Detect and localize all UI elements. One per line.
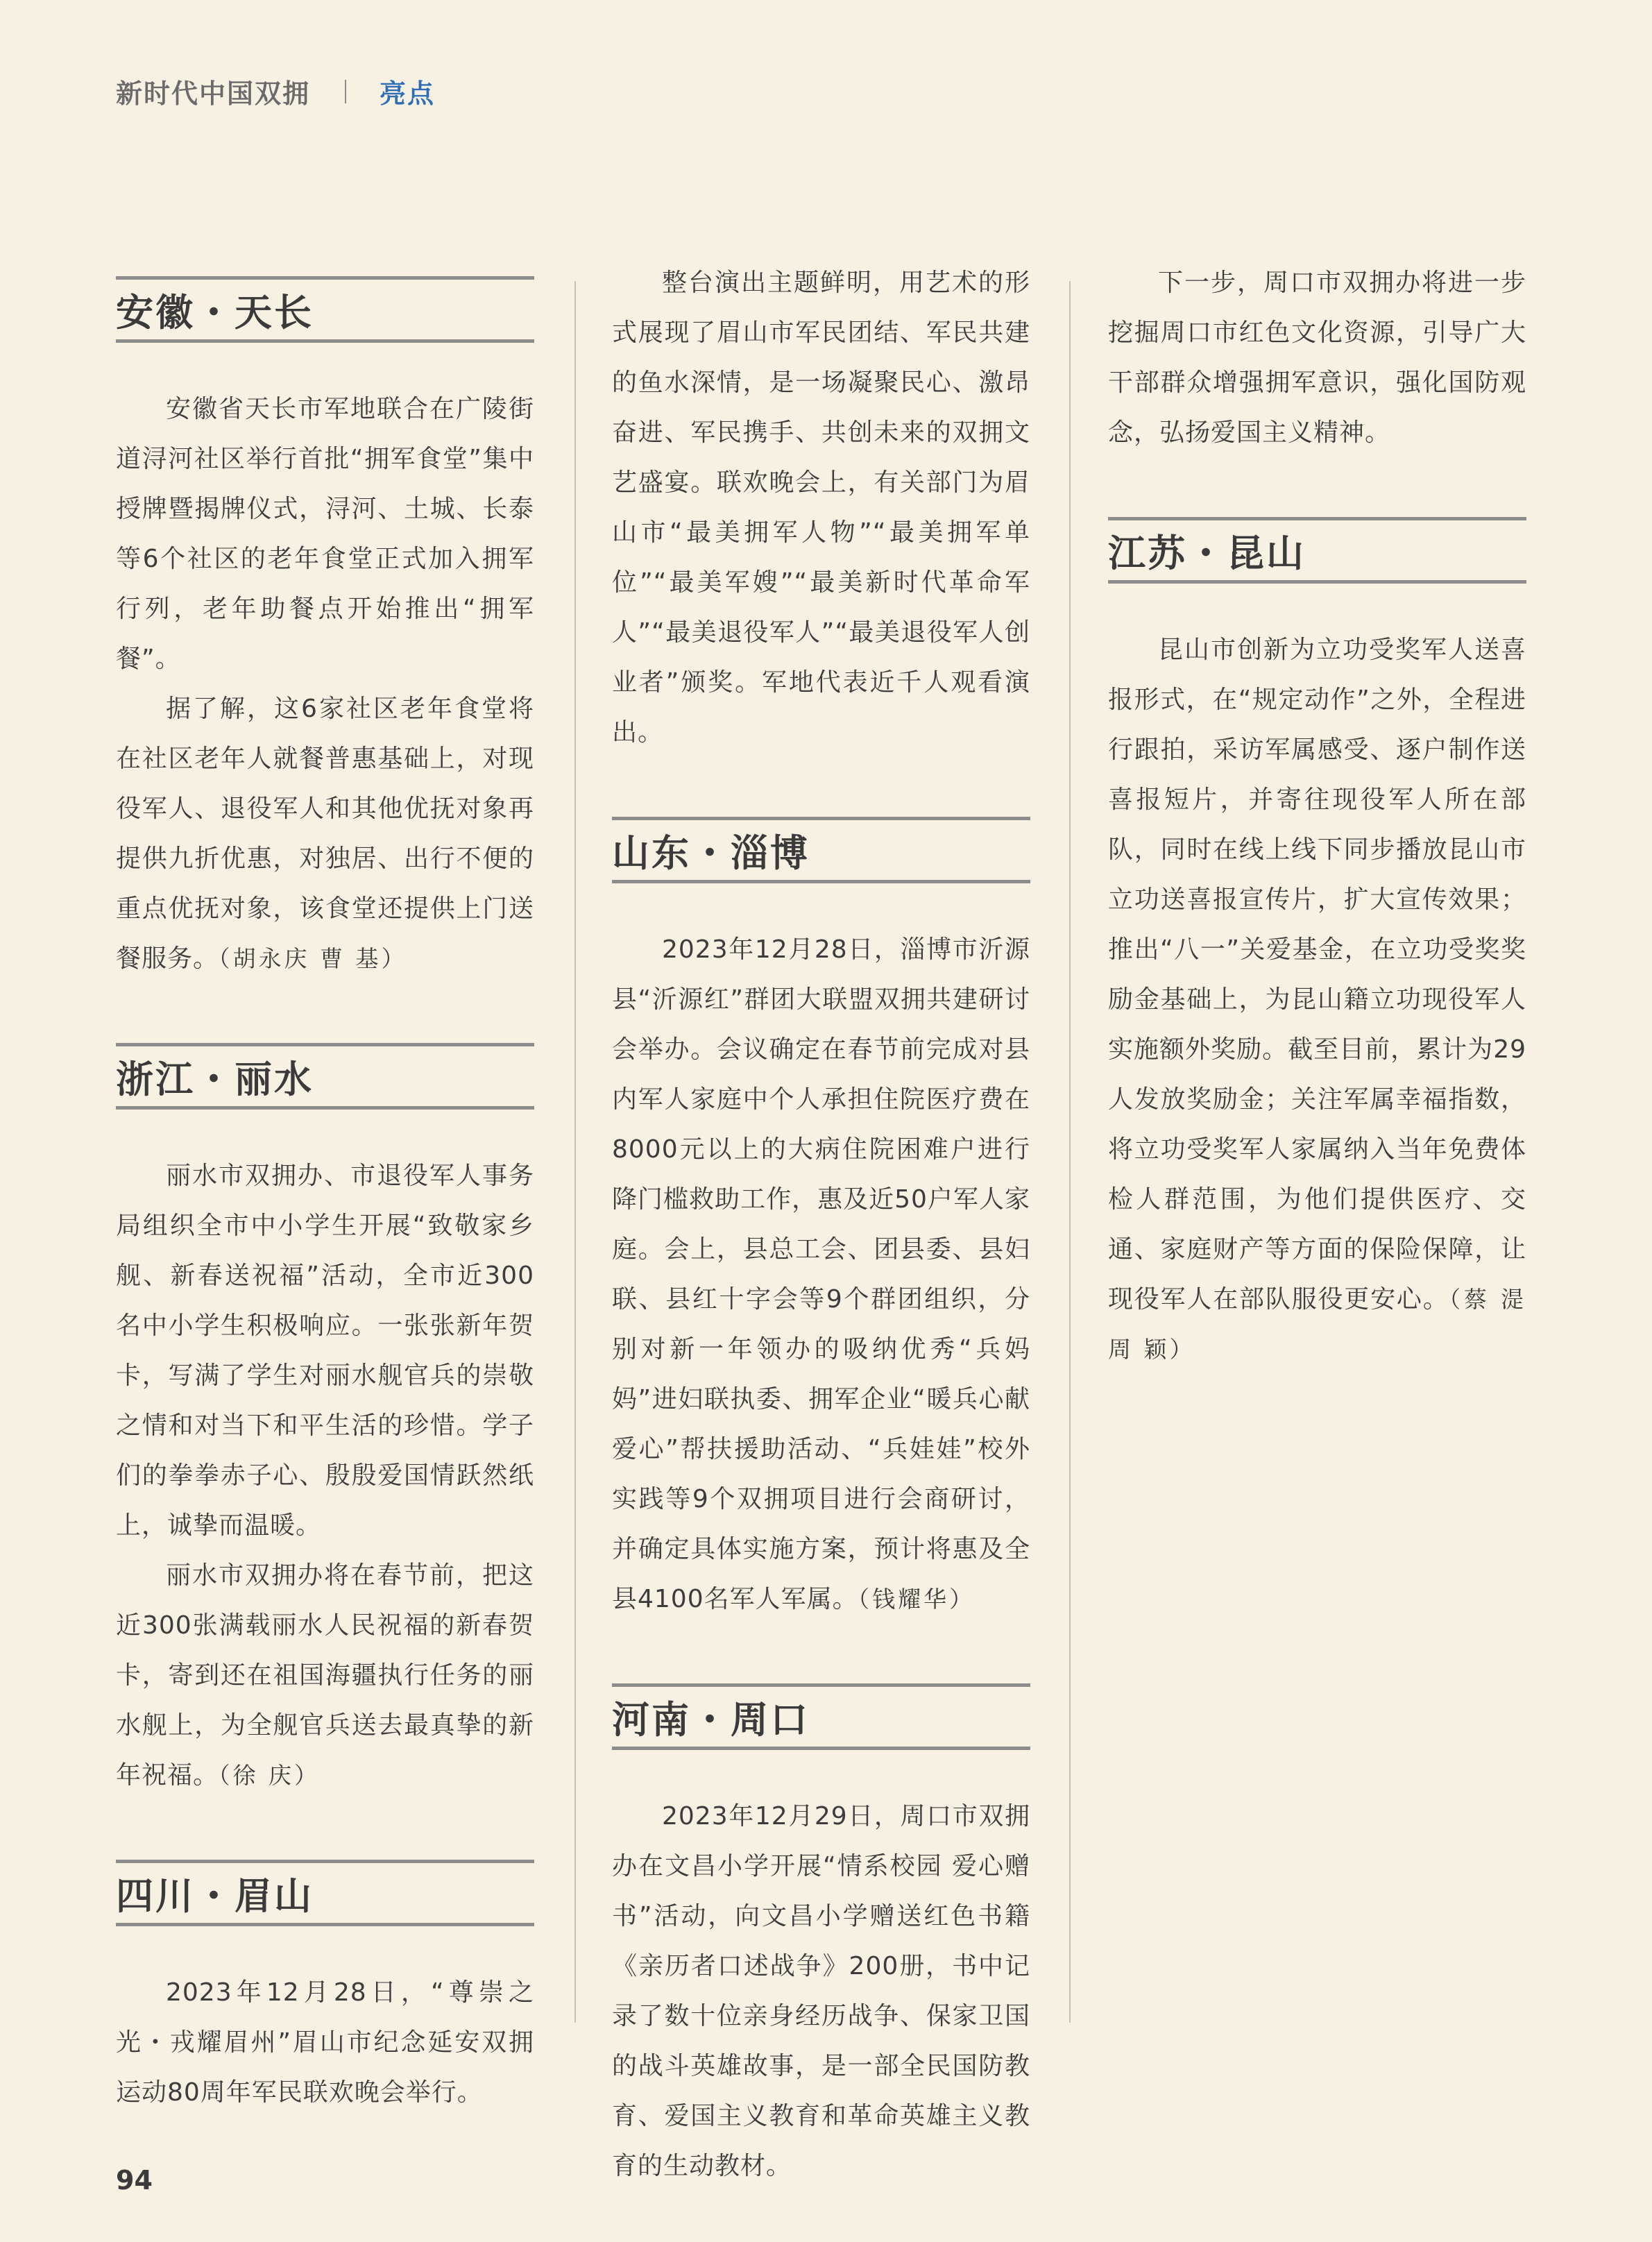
article-title: 安徽・天长 — [116, 276, 534, 343]
article-paragraph: 据了解，这6家社区老年食堂将在社区老年人就餐普惠基础上，对现役军人、退役军人和其他优抚对象再提供九折优惠，对独居、出行不便的重点优抚对象，该食堂还提供上门送餐服务。（胡永庆 曹 基） — [116, 695, 534, 973]
article-paragraph: 2023年12月28日，“尊崇之光・戎耀眉州”眉山市纪念延安双拥运动80周年军民联欢晚会举行。 — [116, 1978, 534, 2107]
article-paragraph: 整台演出主题鲜明，用艺术的形式展现了眉山市军民团结、军民共建的鱼水深情，是一场凝聚民心、激昂奋进、军民携手、共创未来的双拥文艺盛宴。联欢晚会上，有关部门为眉山市“最美拥军人物”“最美拥军单位”“最美军嫂”“最美新时代革命军人”“最美退役军人”“最美退役军人创业者”颁奖。军地代表近千人观看演出。 — [612, 269, 1030, 747]
article-title: 四川・眉山 — [116, 1860, 534, 1926]
article-paragraph: 2023年12月29日，周口市双拥办在文昌小学开展“情系校园 爱心赠书”活动，向文昌小学赠送红色书籍《亲历者口述战争》200册，书中记录了数十位亲身经历战争、保家卫国的战斗英雄故事，是一部全民国防教育、爱国主义教育和革命英雄主义教育的生动教材。 — [612, 1802, 1030, 2180]
article-paragraph: 安徽省天长市军地联合在广陵街道浔河社区举行首批“拥军食堂”集中授牌暨揭牌仪式，浔河、土城、长泰等6个社区的老年食堂正式加入拥军行列，老年助餐点开始推出“拥军餐”。 — [116, 395, 534, 673]
article-title: 浙江・丽水 — [116, 1043, 534, 1110]
article-author: （徐 庆） — [219, 1762, 321, 1789]
column-1 — [116, 276, 534, 2118]
article-paragraph: 丽水市双拥办将在春节前，把这近300张满载丽水人民祝福的新春贺卡，寄到还在祖国海疆执行任务的丽水舰上，为全舰官兵送去最真挚的新年祝福。（徐 庆） — [116, 1561, 534, 1790]
article-title: 河南・周口 — [612, 1683, 1030, 1750]
publication-title: 新时代中国双拥 — [116, 78, 311, 109]
column-divider — [574, 281, 576, 2023]
column-3 — [1108, 269, 1526, 1375]
article-paragraph: 下一步，周口市双拥办将进一步挖掘周口市红色文化资源，引导广大干部群众增强拥军意识，强化国防观念，弘扬爱国主义精神。 — [1108, 269, 1526, 447]
page-header — [116, 72, 435, 110]
column-2 — [612, 269, 1030, 2191]
column-divider — [1069, 281, 1071, 2023]
article-author: （钱耀华） — [858, 1586, 976, 1613]
article-title: 山东・淄博 — [612, 817, 1030, 883]
page-number: 94 — [116, 2165, 153, 2196]
article-paragraph: 2023年12月28日，淄博市沂源县“沂源红”群团大联盟双拥共建研讨会举办。会议确定在春节前完成对县内军人家庭中个人承担住院医疗费在8000元以上的大病住院困难户进行降门槛救助工作，惠及近50户军人家庭。会上，县总工会、团县委、县妇联、县红十字会等9个群团组织，分别对新一年领办的吸纳优秀“兵妈妈”进妇联执委、拥军企业“暖兵心献爱心”帮扶援助活动、“兵娃娃”校外实践等9个双拥项目进行会商研讨，并确定具体实施方案，预计将惠及全县4100名军人军属。（钱耀华） — [612, 935, 1030, 1613]
article-title: 江苏・昆山 — [1108, 517, 1526, 584]
section-label: 亮点 — [380, 78, 436, 109]
header-divider — [345, 80, 346, 103]
article-author: （胡永庆 曹 基） — [219, 945, 407, 972]
article-paragraph: 丽水市双拥办、市退役军人事务局组织全市中小学生开展“致敬家乡舰、新春送祝福”活动，全市近300名中小学生积极响应。一张张新年贺卡，写满了学生对丽水舰官兵的崇敬之情和对当下和平生活的珍惜。学子们的拳拳赤子心、殷殷爱国情跃然纸上，诚挚而温暖。 — [116, 1162, 534, 1540]
article-author: （蔡 湜 周 颖） — [1108, 1286, 1526, 1363]
article-paragraph: 昆山市创新为立功受奖军人送喜报形式，在“规定动作”之外，全程进行跟拍，采访军属感受、逐户制作送喜报短片，并寄往现役军人所在部队，同时在线上线下同步播放昆山市立功送喜报宣传片，扩大宣传效果；推出“八一”关爱基金，在立功受奖奖励金基础上，为昆山籍立功现役军人实施额外奖励。截至目前，累计为29人发放奖励金；关注军属幸福指数，将立功受奖军人家属纳入当年免费体检人群范围，为他们提供医疗、交通、家庭财产等方面的保险保障，让现役军人在部队服役更安心。（蔡 湜 周 颖） — [1108, 636, 1526, 1363]
